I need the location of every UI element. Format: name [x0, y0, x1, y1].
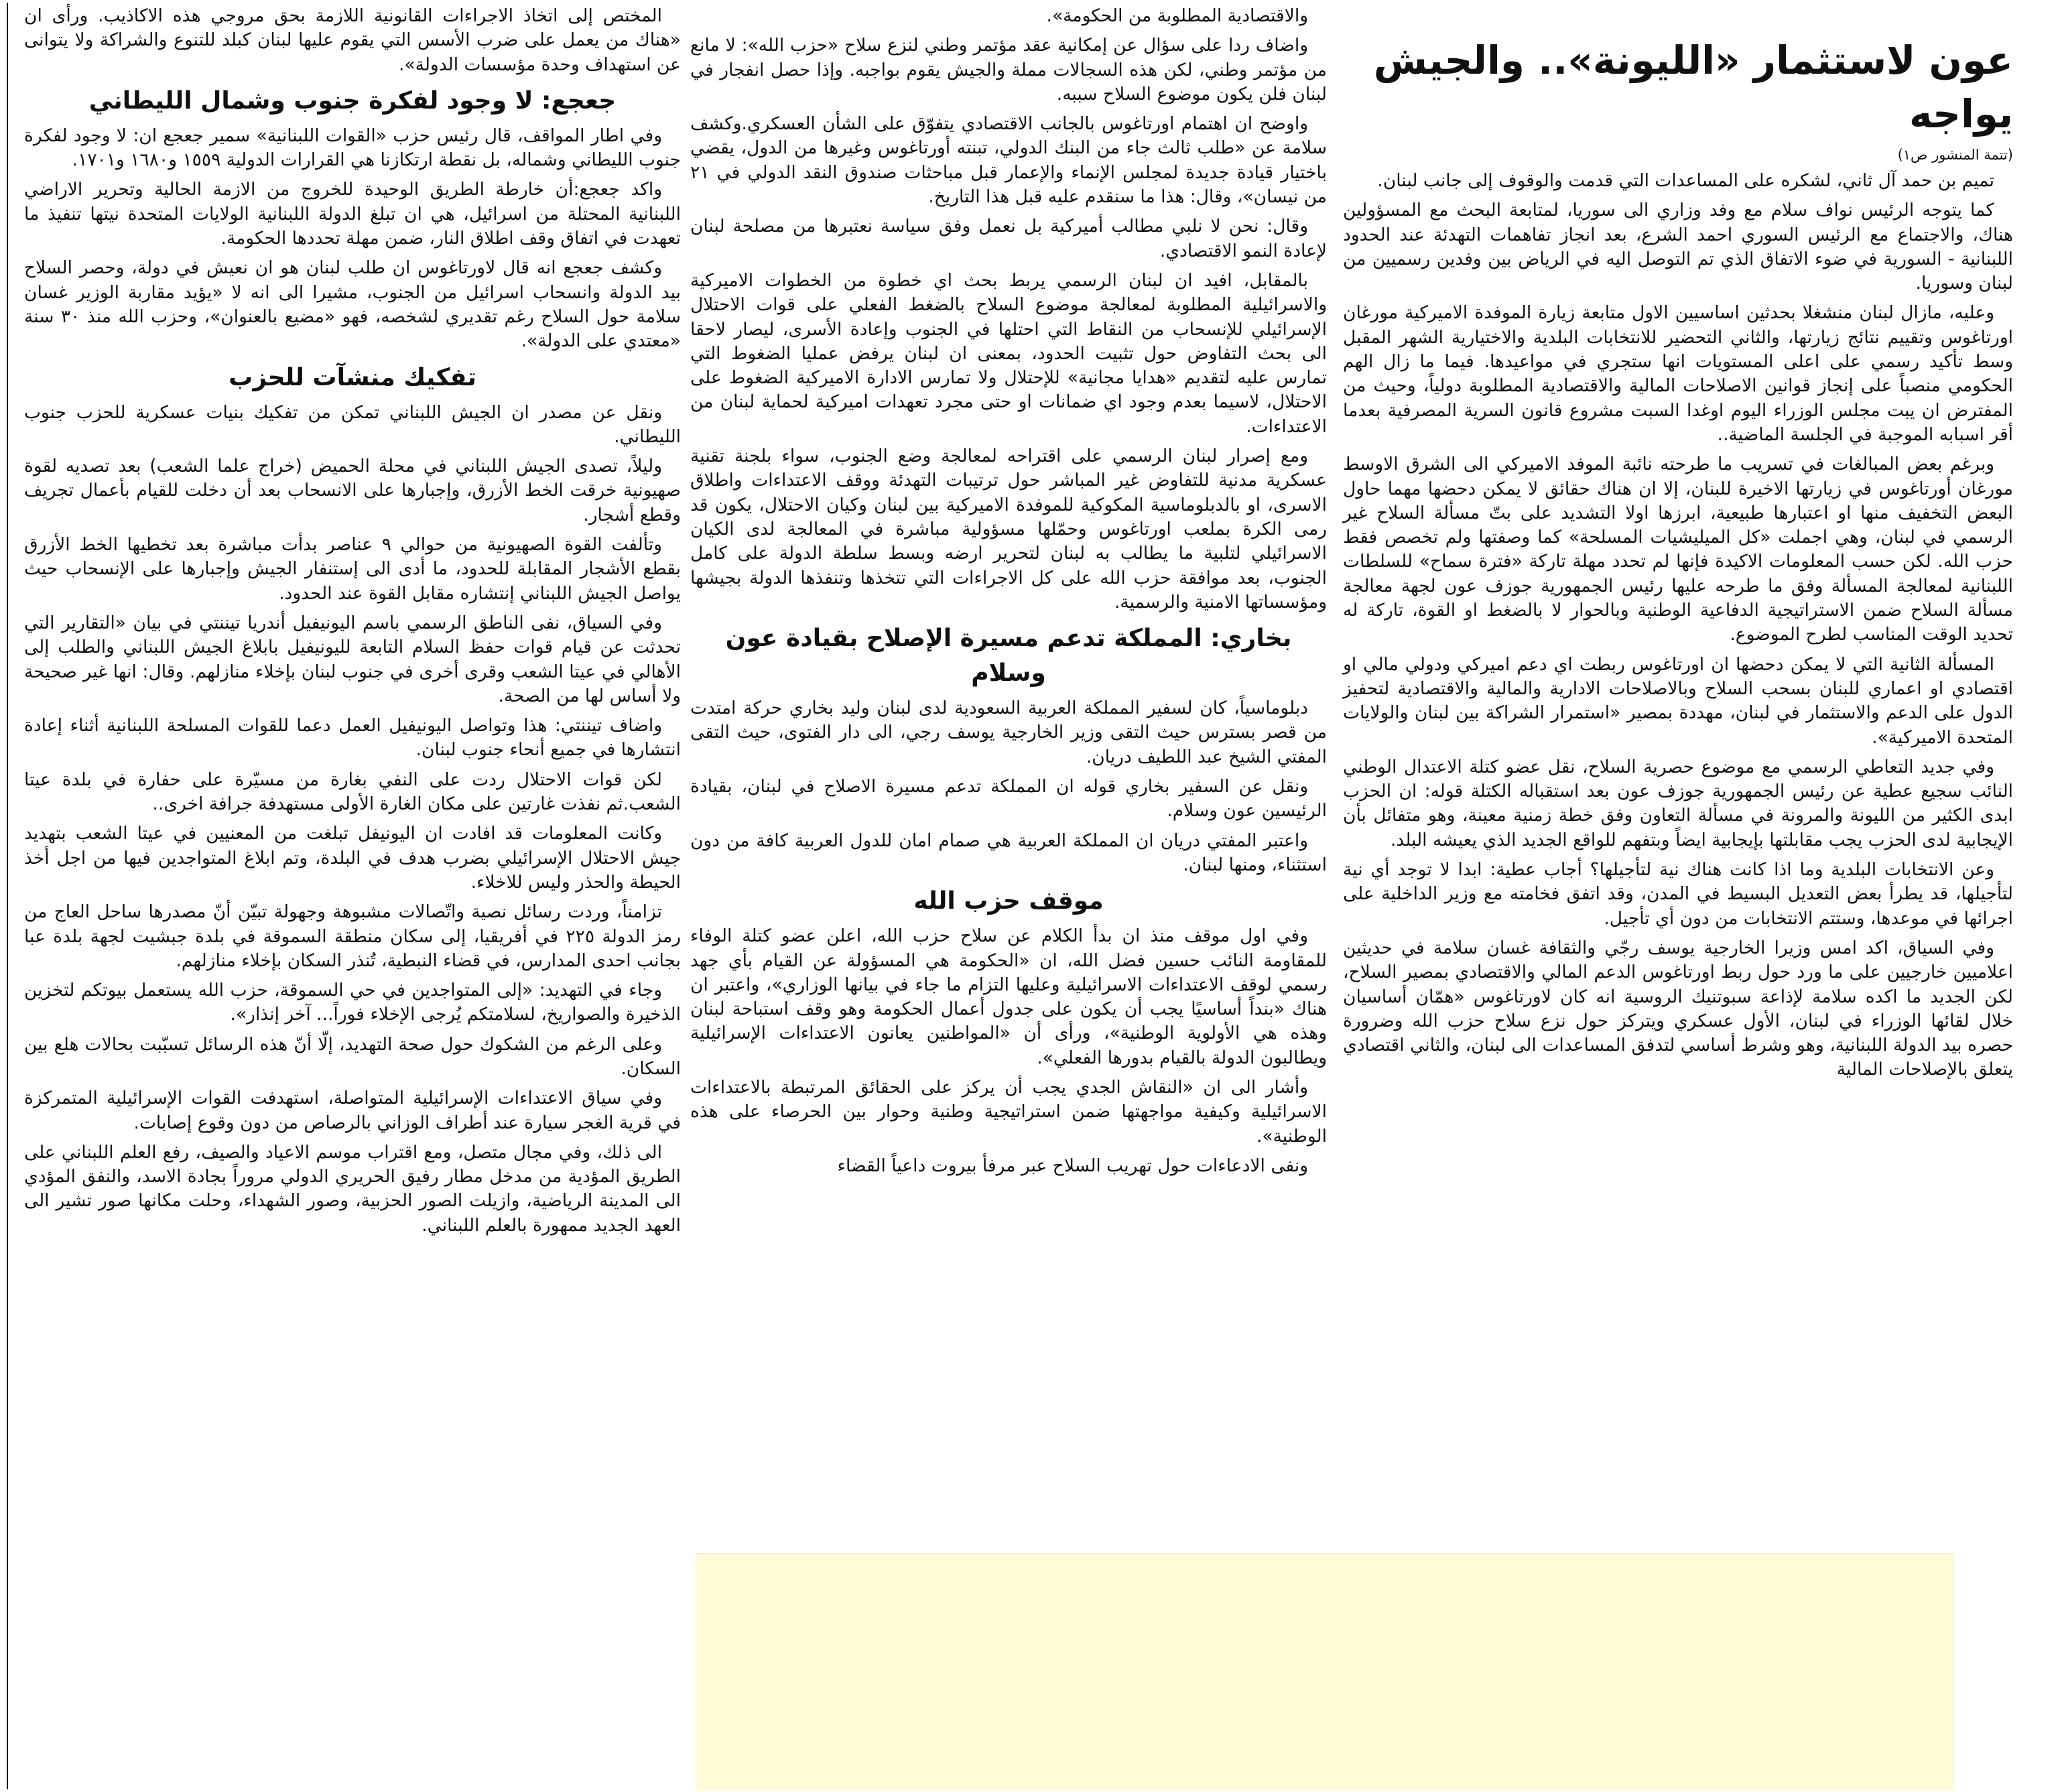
paragraph: وفي اول موقف منذ ان بدأ الكلام عن سلاح حزب الله، اعلن عضو كتلة الوفاء للمقاومة النائب حسين فضل الله، ان «الحكومة هي المسؤولة عن القيام بأي جهد رسمي لوقف الاعتداءات الاسرائيلية وعليها التزام ما جاء في بيانها الوزاري»، واعتبر ان هناك «بنداً أساسيًا يجب أن يكون على جدول أعمال الحكومة وهو وقف استباحة لبنان وهذه هي الأولوية الوطنية»، ورأى أن «المواطنين يعانون الاعتداءات الإسرائيلية ويطالبون الدولة بالقيام بدورها الفعلي». — [690, 925, 1327, 1068]
paragraph: وعن الانتخابات البلدية وما اذا كانت هناك نية لتأجيلها؟ أجاب عطية: ابدا لا توجد أي نية لتأجيلها، قد يطرأ بعض التعديل البسيط في المدن، وقد اتفق فخامته مع وزير الداخلية على اجرائها في موعدها، وستتم الانتخابات من دون أي تأجيل. — [1343, 859, 2013, 929]
subhead-bukhari: بخاري: المملكة تدعم مسيرة الإصلاح بقيادة عون وسلام — [725, 625, 1292, 688]
paragraph: لكن قوات الاحتلال ردت على النفي بغارة من مسيّرة على حفارة في بلدة عيتا الشعب.ثم نفذت غارتين على مكان الغارة الأولى مستهدفة جرافة اخرى.. — [24, 769, 681, 815]
paragraph: وعلى الرغم من الشكوك حول صحة التهديد، إلّا أنّ هذه الرسائل تسبّبت بحالات هلع بين السكان. — [24, 1033, 681, 1079]
paragraph: وبرغم بعض المبالغات في تسريب ما طرحته نائبة الموفد الاميركي الى الشرق الاوسط مورغان أورتاغوس في زيارتها الاخيرة للبنان، إلا ان هناك حقائق لا يمكن دحضها مهما حاول البعض التخفيف منها او اعتبارها طبيعية، ابرزها اولا التشديد على بتّ مسألة السلاح غير الرسمي في لبنان، وهي اجملت «كل الميليشيات المسلحة» كما وصفتها ولم تخصص فقط حزب الله. لكن حسب المعلومات الاكيدة فإنها لم تحدد مهلة تاركة «فترة سماح» للسلطات اللبنانية لمعالجة المسألة وفق ما طرحه عليها رئيس الجمهورية جوزف عون لجهة معالجة مسألة السلاح ضمن الاستراتيجية الدفاعية الوطنية وبالحوار لا بالضغط او القوة، تاركة له تحديد الوقت المناسب لطرح الموضوع. — [1343, 454, 2013, 645]
paragraph: وفي اطار المواقف، قال رئيس حزب «القوات اللبنانية» سمير جعجع ان: لا وجود لفكرة جنوب الليطاني وشماله، بل نقطة ارتكازنا هي القرارات الدولية ١٥٥٩ و١٦٨٠ و١٧٠١. — [24, 125, 681, 171]
paragraph: وجاء في التهديد: «إلى المتواجدين في حي السموقة، حزب الله يستعمل بيوتكم لتخزين الذخيرة والصواريخ، لسلامتكم يُرجى الإخلاء فوراً... آخر إنذار». — [24, 980, 681, 1025]
paragraph: وليلاً، تصدى الجيش اللبناني في محلة الحميض (خراج علما الشعب) بعد تصديه لقوة صهيونية خرقت الخط الأزرق، وإجبارها على الانسحاب بعد أن دخلت للقيام بأعمال تجريف وقطع أشجار. — [24, 456, 681, 525]
subhead-geagea: جعجع: لا وجود لفكرة جنوب وشمال الليطاني — [88, 86, 617, 115]
paragraph: الى ذلك، وفي مجال متصل، ومع اقتراب موسم الاعياد والصيف، رفع العلم اللبناني على الطريق المؤدية من مدخل مطار رفيق الحريري الدولي مروراً بجادة الاسد، والنفق المؤدي الى المدينة الرياضية، وازيلت الصور الحزبية، وصور الشهداء، وحلت مكانها صور تشير الى العهد الجديد ممهورة بالعلم اللبناني. — [24, 1141, 681, 1236]
paragraph: ونقل عن السفير بخاري قوله ان المملكة تدعم مسيرة الاصلاح في لبنان، بقيادة الرئيسين عون وسلام. — [690, 776, 1327, 822]
paragraph: بالمقابل، افيد ان لبنان الرسمي يربط بحث اي خطوة من الخطوات الاميركية والاسرائيلية المطلوبة لمعالجة موضوع السلاح بالضغط الفعلي على قوات الاحتلال الإسرائيلي للإنسحاب من النقاط التي احتلها في الجنوب وإعادة الأسرى، ليصار لاحقا الى بحث التفاوض حول تثبيت الحدود، بمعنى ان لبنان يرفض عمليا الضغوط التي تمارس عليه لتقديم «هدايا مجانية» للإحتلال ولا تمارس الادارة الاميركية الضغوط على الاحتلال، لاسيما بعدم وجود اي ضمانات او حتى مجرد تعهدات اميركية لحماية لبنان من الاعتداءات. — [690, 269, 1327, 437]
paragraph: وتألفت القوة الصهيونية من حوالي ٩ عناصر بدأت مباشرة بعد تخطيها الخط الأزرق بقطع الأشجار المقابلة للحدود، ما أدى الى إستنفار الجيش وإجبارها على الإنسحاب حيث يواصل الجيش اللبناني إنتشاره مقابل القوة عند الحدود. — [24, 534, 681, 604]
paragraph: وقال: نحن لا نلبي مطالب أميركية بل نعمل وفق سياسة نعتبرها من مصلحة لبنان لإعادة النمو الاقتصادي. — [690, 216, 1327, 261]
paragraph: ونقل عن مصدر ان الجيش اللبناني تمكن من تفكيك بنيات عسكرية للحزب جنوب الليطاني. — [24, 401, 681, 447]
paragraph: والاقتصادية المطلوبة من الحكومة». — [1046, 5, 1308, 26]
paragraph: وفي سياق الاعتداءات الإسرائيلية المتواصلة، استهدفت القوات الإسرائيلية المتمركزة في قرية الغجر سيارة عند أطراف الوزاني بالرصاص من دون وقوع إصابات. — [24, 1088, 681, 1133]
paragraph: وكشف جعجع انه قال لاورتاغوس ان طلب لبنان هو ان نعيش في دولة، وحصر السلاح بيد الدولة وانسحاب اسرائيل من الجنوب، مشيرا الى انه لا «يؤيد مقاربة الوزير غسان سلامة حول السلاح رغم تقديري لشخصه، فهو «مضيع بالعنوان»، وحزب الله منذ ٣٠ سنة «معتدي على الدولة». — [24, 257, 681, 352]
article-column-1 — [1343, 4, 2013, 1088]
advertisement-placeholder — [696, 1553, 1954, 1790]
continuation-note: (تتمة المنشور ص١) — [1897, 147, 2013, 163]
page-border-rule — [7, 3, 8, 1789]
paragraph: وأشار الى ان «النقاش الجدي يجب أن يركز على الحقائق المرتبطة بالاعتداءات الاسرائيلية وكيفية مواجهتها ضمن استراتيجية وطنية وحوار بين الحرصاء على هذه الوطنية». — [690, 1076, 1327, 1147]
subhead-dismantle: تفكيك منشآت للحزب — [229, 363, 476, 391]
subhead-hezbollah: موقف حزب الله — [913, 887, 1104, 915]
paragraph: وفي السياق، اكد امس وزيرا الخارجية يوسف رجّي والثقافة غسان سلامة في حديثين اعلاميين خارجيين على ما ورد حول ربط اورتاغوس الدعم المالي والاقتصادي بمصير السلاح، لكن الجديد ما اكده سلامة لإذاعة سبوتنيك الروسية انه كان لاورتاغوس «همّان أساسيان خلال لقائها الوزراء في لبنان، الأول عسكري ويتركز حول نزع سلاح حزب الله وضرورة حصره بيد الدولة اللبنانية، وهو وشرط أساسي لتدفق المساعدات الى لبنان، والثاني اقتصادي يتعلق بالإصلاحات المالية — [1343, 937, 2013, 1080]
paragraph: واضاف تيننتي: هذا وتواصل اليونيفيل العمل دعما للقوات المسلحة اللبنانية أثناء إعادة انتشارها في جميع أنحاء جنوب لبنان. — [24, 715, 681, 761]
paragraph: وفي جديد التعاطي الرسمي مع موضوع حصرية السلاح، نقل عضو كتلة الاعتدال الوطني النائب سجيع عطية عن رئيس الجمهورية جوزف عون بعد استقباله الكتلة قوله: ان الحزب ابدى الكثير من الليونة والمرونة في مسألة التعاون وفق خطة زمنية معينة، وهو متفائل بأن الإيجابية لدى الحزب يجب مقابلتها بإيجابية ايضاً وبتفهم للواقع الجديد الذي يعيشه البلد. — [1343, 756, 2013, 850]
paragraph: تميم بن حمد آل ثاني، لشكره على المساعدات التي قدمت والوقوف إلى جانب لبنان. — [1377, 170, 1994, 191]
paragraph: واوضح ان اهتمام اورتاغوس بالجانب الاقتصادي يتفوّق على الشأن العسكري.وكشف سلامة عن «طلب ثالث جاء من البنك الدولي، تبنته أورتاغوس وغيرها من الدول، يقضي باختيار قيادة جديدة لمجلس الإنماء والإعمار قبل مباحثات صندوق النقد الدولي في ٢١ من نيسان»، وقال: هذا ما سنقدم عليه قبل هذا التاريخ. — [690, 113, 1327, 208]
article-column-2 — [690, 4, 1327, 1183]
paragraph: ومع إصرار لبنان الرسمي على اقتراحه لمعالجة وضع الجنوب، سواء بلجنة تقنية عسكرية مدنية للتفاوض غير المباشر حول ترتيبات التهدئة ووقف الاعتداءات واطلاق الاسرى، او بالدبلوماسية المكوكية للموفدة الاميركية بين لبنان وكيان الاحتلال، يكون قد رمى الكرة بملعب اورتاغوس وحمّلها مسؤولية مباشرة في المعالجة لدى الكيان الاسرائيلي لتلبية ما يطالب به لبنان لتحرير ارضه وبسط سلطة الدولة على كامل الجنوب، بعد موافقة حزب الله على كل الاجراءات التي تتخذها وتنفذها الدولة بجيشها ومؤسساتها الامنية والرسمية. — [690, 446, 1327, 613]
paragraph: تزامناً، وردت رسائل نصية واتّصالات مشبوهة وجهولة تبيّن أنّ مصدرها ساحل العاج من رمز الدولة ٢٢٥ في أفريقيا، إلى سكان منطقة السموقة في بلدة جبشيت لجهة بلدة عبا بجانب احدى المدارس، في قضاء النبطية، تُنذر السكان بإخلاء منازلهم. — [24, 901, 681, 971]
paragraph: كما يتوجه الرئيس نواف سلام مع وفد وزاري الى سوريا، لمتابعة البحث مع المسؤولين هناك، والاجتماع مع الرئيس السوري احمد الشرع، بعد انجاز تفاهمات التهدئة عند الحدود اللبنانية - السورية في ضوء الاتفاق الذي تم التوصل اليه في الرياض بين وفدين رسميين من لبنان وسوريا. — [1343, 200, 2013, 294]
paragraph: واكد جعجع:أن خارطة الطريق الوحيدة للخروج من الازمة الحالية وتحرير الاراضي اللبنانية المحتلة من اسرائيل، هي ان تبلغ الدولة اللبنانية الولايات المتحدة نيتها تنفيذ ما تعهدت في اتفاق وقف اطلاق النار، ضمن مهلة تحددها الحكومة. — [24, 179, 681, 249]
paragraph: واضاف ردا على سؤال عن إمكانية عقد مؤتمر وطني لنزع سلاح «حزب الله»: لا مانع من مؤتمر وطني، لكن هذه السجالات مملة والجيش يقوم بواجبه. وإذا حصل انفجار في لبنان فلن يكون موضوع السلاح سببه. — [690, 35, 1327, 105]
paragraph: واعتبر المفتي دريان ان المملكة العربية هي صمام امان للدول العربية كافة من دون استثناء، ومنها لبنان. — [690, 830, 1327, 875]
article-column-3 — [24, 4, 681, 1243]
article-headline: عون لاستثمار «الليونة».. والجيش يواجه — [1373, 38, 2013, 137]
paragraph: دبلوماسياً، كان لسفير المملكة العربية السعودية لدى لبنان وليد بخاري حركة امتدت من قصر بسترس حيث التقى وزير الخارجية يوسف رجي، الى دار الفتوى، حيث التقى المفتي الشيخ عبد اللطيف دريان. — [690, 698, 1327, 767]
paragraph: ونفى الادعاءات حول تهريب السلاح عبر مرفأ بيروت داعياً القضاء — [837, 1155, 1308, 1176]
paragraph: المسألة الثانية التي لا يمكن دحضها ان اورتاغوس ربطت اي دعم اميركي ودولي مالي او اقتصادي او اعماري للبنان بسحب السلاح وبالاصلاحات الادارية والمالية والاقتصادية لتحفيز الدول على الدعم والاستثمار في لبنان، مهددة بمصير «استمرار الشراكة بين لبنان والولايات المتحدة الاميركية». — [1343, 653, 2013, 748]
paragraph: المختص إلى اتخاذ الاجراءات القانونية اللازمة بحق مروجي هذه الاكاذيب. ورأى ان «هناك من يعمل على ضرب الأسس التي يقوم عليها لبنان كبلد للتنوع والشراكة ولا يتوانى عن استهداف وحدة مؤسسات الدولة». — [24, 5, 681, 75]
paragraph: وكانت المعلومات قد افادت ان اليونيفل تبلغت من المعنيين في عيتا الشعب بتهديد جيش الاحتلال الإسرائيلي بضرب هدف في البلدة، وتم ابلاغ المتواجدين فيها من اجل أخذ الحيطة والحذر وليس للاخلاء. — [24, 823, 681, 893]
paragraph: وعليه، مازال لبنان منشغلا بحدثين اساسيين الاول متابعة زيارة الموفدة الاميركية مورغان اورتاغوس وتقييم نتائج زيارتها، والثاني التحضير للانتخابات البلدية والاختيارية الشهر المقبل وسط تأكيد رسمي على اعلى المستويات انها ستجري في مواعيدها. فيما ما زال الهم الحكومي منصباً على إنجاز قوانين الاصلاحات المالية والاقتصادية المطلوبة دولياً، وحيث من المفترض ان يبت مجلس الوزراء اليوم اوغدا السبت مشروع قانون السرية المصرفية بعدما أقر اسبابه الموجبة في الجلسة الماضية.. — [1343, 302, 2013, 445]
paragraph: وفي السياق، نفى الناطق الرسمي باسم اليونيفيل أندريا تيننتي في بيان «التقارير التي تحدثت عن قيام قوات حفظ السلام التابعة لليونيفيل بابلاغ الجيش اللبناني والطلب إلى الأهالي في عيتا الشعب وقرى أخرى في جنوب لبنان بإخلاء منازلهم. وقال: انها غير صحيحة ولا أساس لها من الصحة. — [24, 612, 681, 706]
